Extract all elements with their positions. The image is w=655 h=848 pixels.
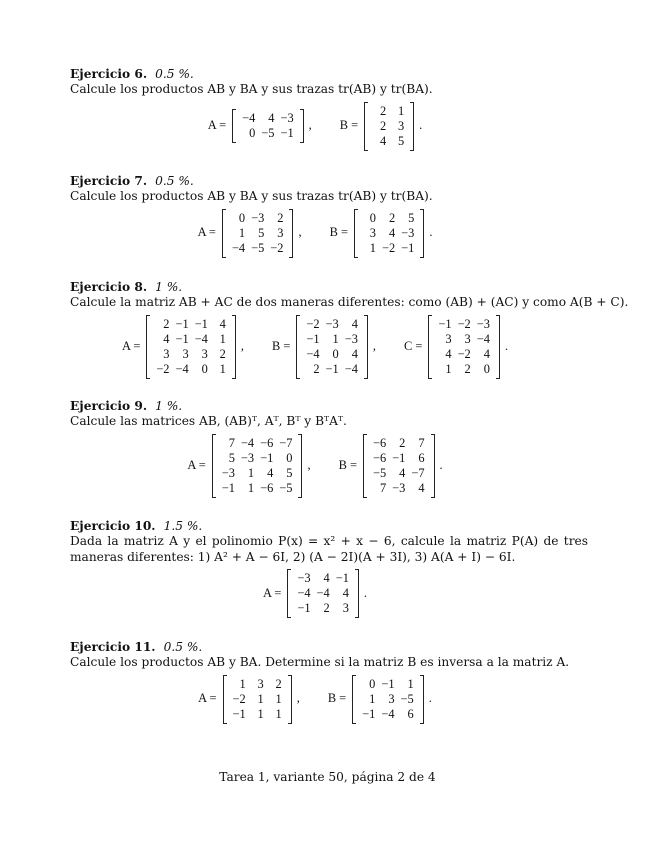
matrix-entry: −4	[297, 585, 311, 600]
matrix-entry: 4	[445, 346, 452, 361]
matrix-entry: −1	[260, 450, 274, 465]
matrix-row-entries	[239, 126, 297, 141]
matrix-row-entries	[229, 226, 287, 241]
matrix-entry: 6	[407, 706, 414, 721]
matrix-row-entries	[370, 451, 428, 466]
matrix-entry: 5	[228, 450, 235, 465]
matrix-entry: 3	[342, 600, 349, 615]
matrix-row-entries	[153, 362, 229, 377]
matrix-separator: ,	[372, 338, 377, 353]
matrix-row-entries	[219, 466, 296, 481]
matrix-name: B =	[271, 338, 291, 353]
matrix-entry: −4	[175, 361, 189, 376]
matrix-entry: 0	[201, 361, 208, 376]
page-footer: Tarea 1, variante 50, página 2 de 4	[219, 770, 436, 784]
matrix-entry: −4	[381, 706, 395, 721]
matrix-separator: ,	[307, 457, 311, 472]
matrix-entry: 1	[275, 706, 282, 721]
exercise-heading	[70, 174, 588, 189]
matrix-entry: −6	[372, 435, 387, 450]
matrix-row-entries	[294, 586, 352, 601]
matrix-row-entries	[361, 241, 417, 256]
matrix-entry: 0	[369, 676, 376, 691]
matrix-entry: −3	[240, 450, 255, 465]
matrix-table	[153, 317, 229, 377]
matrix-row-entries	[230, 707, 285, 722]
matrix-a	[198, 210, 320, 257]
matrix-entry: 4	[163, 331, 170, 346]
matrix-entry: −1	[362, 706, 376, 721]
matrix-row-entries	[229, 241, 287, 256]
matrix-entry: −2	[457, 316, 471, 331]
matrix-entry: −4	[240, 435, 255, 450]
matrix-bracket	[296, 316, 368, 378]
matrix-row	[70, 103, 588, 150]
matrix-entry: −6	[260, 480, 274, 495]
matrix-entry: −1	[175, 331, 189, 346]
matrix-entry: −1	[325, 361, 339, 376]
matrix-entry: 2	[379, 103, 387, 118]
matrix-entry: −6	[372, 450, 387, 465]
matrix-entry: −3	[401, 225, 415, 240]
matrix-entry: 4	[351, 346, 358, 361]
matrix-row-entries	[371, 134, 407, 149]
matrix-entry: 1	[275, 691, 282, 706]
matrix-table	[370, 436, 428, 496]
matrix-b	[339, 435, 461, 497]
matrix-table	[294, 571, 352, 616]
matrix-entry: 4	[388, 225, 396, 240]
matrix-entry: 2	[275, 676, 282, 691]
matrix-row-entries	[294, 601, 352, 616]
matrix-row-entries	[361, 211, 417, 226]
matrix-entry: 5	[408, 210, 415, 225]
matrix-entry: 1	[257, 691, 264, 706]
matrix-b	[330, 210, 451, 257]
matrix-name: C =	[404, 338, 423, 353]
matrix-separator: .	[429, 225, 433, 240]
matrix-row-entries	[370, 466, 428, 481]
matrix-b	[272, 316, 394, 378]
matrix-entry: −4	[316, 585, 330, 600]
matrix-separator: .	[363, 585, 368, 600]
matrix-entry: 0	[238, 210, 246, 225]
matrix-b	[328, 676, 450, 723]
matrix-entry: −1	[221, 480, 235, 495]
matrix-entry: 2	[399, 435, 406, 450]
matrix-entry: 4	[418, 480, 425, 495]
matrix-entry: 4	[483, 346, 490, 361]
matrix-entry: −5	[251, 240, 265, 255]
matrix-row-entries	[359, 692, 417, 707]
matrix-row	[70, 570, 588, 617]
matrix-entry: 1	[247, 480, 255, 495]
matrix-separator: .	[504, 338, 509, 353]
matrix-entry: −1	[194, 316, 208, 331]
matrix-entry: −5	[261, 126, 275, 140]
matrix-entry: −3	[325, 316, 339, 331]
matrix-row-entries	[371, 119, 407, 134]
matrix-entry: 2	[379, 118, 387, 133]
matrix-entry: −4	[194, 331, 208, 346]
matrix-entry: 2	[219, 346, 226, 361]
exercise-heading	[70, 399, 588, 414]
matrix-entry: −4	[344, 361, 358, 376]
matrix-entry: 7	[418, 435, 425, 450]
matrix-entry: −3	[344, 331, 358, 346]
matrix-entry: −3	[280, 111, 294, 125]
matrix-row-entries	[153, 347, 229, 362]
matrix-entry: −2	[457, 346, 471, 361]
matrix-entry: −2	[381, 240, 396, 255]
matrix-entry: −1	[232, 706, 246, 721]
matrix-entry: 0	[286, 450, 293, 465]
matrix-row-entries	[153, 317, 229, 332]
exercise-title: Ejercicio 8.	[70, 280, 148, 294]
matrix-entry: 1	[445, 361, 452, 376]
exercise-points: 1.5 %.	[163, 519, 203, 533]
matrix-bracket	[223, 676, 292, 723]
matrix-table	[230, 677, 285, 722]
matrix-row	[70, 316, 588, 378]
matrix-row-entries	[230, 692, 285, 707]
matrix-bracket	[212, 435, 303, 497]
matrix-entry: −3	[221, 465, 235, 480]
matrix-row-entries	[219, 451, 296, 466]
matrix-bracket	[287, 570, 359, 617]
matrix-entry: −5	[372, 465, 387, 480]
matrix-a	[187, 435, 328, 497]
exercise-title: Ejercicio 10.	[70, 519, 156, 533]
matrix-entry: 4	[379, 133, 387, 148]
exercise-heading	[70, 67, 588, 82]
exercise-9	[70, 399, 588, 497]
matrix-row-entries	[303, 362, 361, 377]
matrix-entry: 2	[277, 210, 284, 225]
matrix-table	[435, 317, 493, 377]
matrix-a	[122, 316, 262, 378]
matrix-row-entries	[153, 332, 229, 347]
matrix-a	[263, 570, 385, 617]
exercise-title: Ejercicio 9.	[70, 399, 148, 413]
matrix-entry: −4	[306, 346, 320, 361]
matrix-entry: −3	[251, 210, 265, 225]
matrix-separator: .	[428, 691, 432, 706]
matrix-name: B =	[339, 118, 359, 133]
matrix-entry: 3	[388, 691, 395, 706]
matrix-separator: .	[419, 118, 423, 133]
matrix-table	[303, 317, 361, 377]
matrix-separator: ,	[298, 225, 302, 240]
matrix-name: A =	[262, 585, 282, 600]
matrix-table	[371, 104, 407, 149]
matrix-entry: −1	[297, 600, 311, 615]
matrix-bracket	[363, 435, 435, 497]
matrix-separator: ,	[240, 338, 244, 353]
matrix-bracket	[428, 316, 500, 378]
matrix-entry: 4	[323, 570, 330, 585]
matrix-entry: 5	[397, 133, 405, 148]
matrix-entry: −1	[306, 331, 320, 346]
matrix-table	[239, 111, 297, 141]
matrix-row-entries	[370, 481, 428, 496]
matrix-entry: 6	[418, 450, 425, 465]
matrix-entry: −7	[279, 435, 293, 450]
matrix-separator: ,	[308, 118, 312, 133]
matrix-a	[208, 110, 330, 142]
exercise-title: Ejercicio 11.	[70, 640, 156, 654]
matrix-row	[70, 676, 588, 723]
matrix-separator: ,	[296, 691, 300, 706]
matrix-entry: 3	[182, 346, 189, 361]
matrix-entry: −2	[156, 361, 170, 376]
matrix-entry: −5	[279, 480, 293, 495]
matrix-entry: 5	[258, 225, 265, 240]
matrix-table	[219, 436, 296, 496]
matrix-entry: −1	[401, 240, 415, 255]
matrix-entry: 2	[313, 361, 320, 376]
matrix-row-entries	[219, 481, 296, 496]
matrix-entry: 2	[163, 316, 170, 331]
matrix-row-entries	[435, 347, 493, 362]
matrix-entry: 0	[369, 210, 376, 225]
matrix-entry: 1	[239, 676, 246, 691]
matrix-entry: 3	[277, 225, 284, 240]
matrix-name: A =	[198, 691, 217, 706]
matrix-entry: 3	[163, 346, 170, 361]
matrix-row-entries	[371, 104, 407, 119]
matrix-entry: 3	[397, 118, 405, 133]
matrix-name: A =	[207, 118, 227, 133]
exercise-6	[70, 67, 588, 150]
matrix-row-entries	[435, 362, 493, 377]
matrix-entry: 7	[379, 480, 387, 495]
matrix-entry: −3	[392, 480, 406, 495]
matrix-row-entries	[361, 226, 417, 241]
matrix-entry: 4	[268, 111, 275, 125]
matrix-entry: −1	[392, 450, 406, 465]
exercise-statement: Calcule las matrices AB, (AB)ᵀ, Aᵀ, Bᵀ y BᵀAᵀ.	[70, 414, 347, 429]
matrix-entry: 4	[267, 465, 274, 480]
exercise-11	[70, 640, 588, 723]
exercise-7	[70, 174, 588, 257]
matrix-entry: 1	[397, 103, 405, 118]
matrix-entry: 1	[257, 706, 264, 721]
exercise-title: Ejercicio 7.	[70, 174, 148, 188]
matrix-row-entries	[435, 317, 493, 332]
matrix-separator: .	[439, 457, 443, 472]
matrix-entry: 1	[247, 465, 255, 480]
exercise-points: 1 %.	[155, 399, 183, 413]
matrix-row-entries	[303, 332, 361, 347]
matrix-row-entries	[230, 677, 285, 692]
matrix-entry: 3	[201, 346, 208, 361]
matrix-name: B =	[329, 225, 348, 240]
matrix-entry: 0	[249, 126, 256, 140]
exercise-statement: Calcule la matriz AB + AC de dos maneras diferentes: como (AB) + (AC) y como A(B + C).	[70, 295, 629, 310]
matrix-row-entries	[239, 111, 297, 126]
matrix-bracket	[146, 316, 236, 378]
matrix-entry: 3	[464, 331, 471, 346]
matrix-entry: 4	[351, 316, 358, 331]
matrix-row	[70, 435, 588, 497]
matrix-entry: −6	[260, 435, 274, 450]
matrix-bracket	[354, 210, 424, 257]
matrix-entry: 5	[286, 465, 293, 480]
matrix-entry: 4	[219, 316, 226, 331]
matrix-entry: −1	[381, 676, 395, 691]
matrix-row-entries	[219, 436, 296, 451]
matrix-entry: −4	[476, 331, 490, 346]
matrix-row-entries	[303, 347, 361, 362]
matrix-name: B =	[338, 457, 357, 472]
matrix-entry: −1	[175, 316, 189, 331]
matrix-entry: 1	[332, 331, 339, 346]
matrix-entry: −2	[306, 316, 320, 331]
matrix-entry: 3	[257, 676, 264, 691]
matrix-b	[340, 103, 440, 150]
exercise-heading	[70, 640, 588, 655]
matrix-row-entries	[359, 677, 417, 692]
exercise-points: 0.5 %.	[155, 174, 194, 188]
exercise-heading	[70, 280, 588, 295]
matrix-entry: 2	[388, 210, 396, 225]
matrix-row-entries	[294, 571, 352, 586]
matrix-entry: 0	[332, 346, 339, 361]
matrix-bracket	[222, 210, 294, 257]
matrix-entry: 7	[228, 435, 235, 450]
matrix-name: A =	[197, 225, 216, 240]
matrix-table	[361, 211, 417, 256]
exercise-8	[70, 280, 629, 378]
matrix-c	[404, 316, 526, 378]
matrix-entry: −3	[476, 316, 490, 331]
matrix-bracket	[364, 103, 414, 150]
matrix-entry: −1	[280, 126, 294, 140]
matrix-entry: −4	[231, 240, 246, 255]
matrix-row-entries	[303, 317, 361, 332]
exercise-points: 0.5 %.	[155, 67, 194, 81]
matrix-entry: −3	[297, 570, 311, 585]
matrix-row	[70, 210, 588, 257]
matrix-row-entries	[435, 332, 493, 347]
matrix-name: A =	[121, 338, 141, 353]
matrix-entry: −4	[242, 111, 256, 125]
matrix-entry: −5	[400, 691, 414, 706]
matrix-entry: −1	[438, 316, 452, 331]
matrix-entry: 0	[483, 361, 490, 376]
matrix-entry: 2	[464, 361, 471, 376]
matrix-entry: 1	[407, 676, 414, 691]
exercise-10	[70, 519, 588, 617]
exercise-statement: Calcule los productos AB y BA y sus trazas tr(AB) y tr(BA).	[70, 82, 433, 97]
matrix-entry: 1	[369, 240, 376, 255]
matrix-entry: 4	[399, 465, 406, 480]
matrix-name: A =	[187, 457, 206, 472]
matrix-bracket	[352, 676, 424, 723]
exercise-statement: Dada la matriz A y el polinomio P(x) = x² + x − 6, calcule la matriz P(A) de tres maneras diferentes: 1) A² + A − 6I, 2) (A − 2I)(A + 3I), 3) A(A + I) − 6I.	[70, 534, 588, 564]
matrix-entry: −1	[335, 570, 349, 585]
matrix-entry: 1	[238, 225, 246, 240]
matrix-entry: 2	[323, 600, 330, 615]
exercise-points: 1 %.	[155, 280, 183, 294]
matrix-entry: −7	[411, 465, 425, 480]
exercise-heading	[70, 519, 588, 534]
matrix-bracket	[232, 110, 304, 142]
matrix-entry: 1	[219, 361, 226, 376]
matrix-entry: −2	[232, 691, 246, 706]
exercise-statement: Calcule los productos AB y BA. Determine si la matriz B es inversa a la matriz A.	[70, 655, 570, 670]
matrix-entry: −2	[270, 240, 284, 255]
matrix-entry: 1	[219, 331, 226, 346]
exercise-points: 0.5 %.	[163, 640, 203, 654]
matrix-entry: 3	[445, 331, 452, 346]
matrix-name: B =	[327, 691, 347, 706]
matrix-table	[359, 677, 417, 722]
matrix-entry: 4	[342, 585, 349, 600]
exercise-title: Ejercicio 6.	[70, 67, 148, 81]
matrix-row-entries	[229, 211, 287, 226]
matrix-row-entries	[370, 436, 428, 451]
matrix-entry: 1	[369, 691, 376, 706]
matrix-table	[229, 211, 287, 256]
matrix-a	[198, 676, 318, 723]
matrix-entry: 3	[369, 225, 376, 240]
exercise-statement: Calcule los productos AB y BA y sus trazas tr(AB) y tr(BA).	[70, 189, 433, 204]
matrix-row-entries	[359, 707, 417, 722]
